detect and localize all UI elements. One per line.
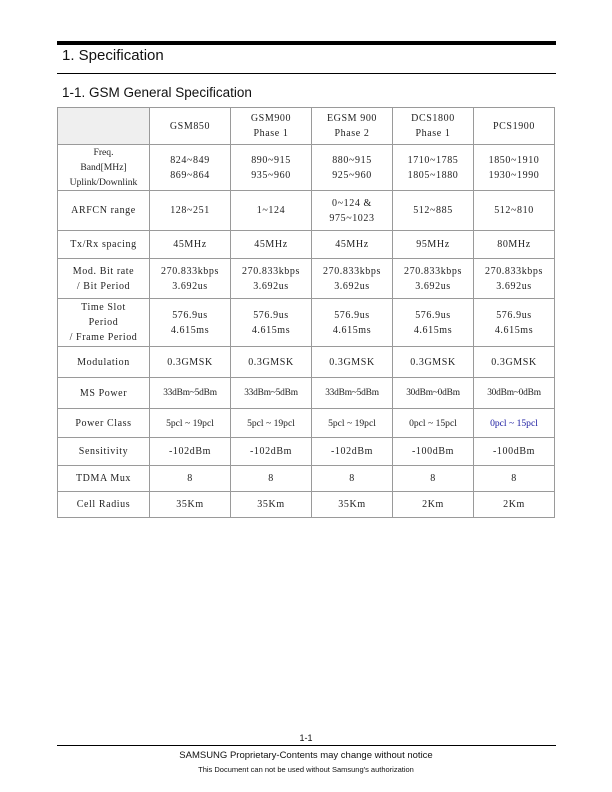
table-row-arfcn [58,191,555,231]
table-cell: 1850~1910 1930~1990 [474,145,555,191]
table-cell: 270.833kbps 3.692us [393,259,474,299]
table-cell: 512~885 [393,191,474,231]
table-row-bit-rate [58,259,555,299]
table-cell: 5pcl ~ 19pcl [150,409,231,438]
section-title: 1-1. GSM General Specification [62,85,252,100]
column-header: GSM850 [150,108,231,145]
table-cell: 80MHz [474,231,555,259]
table-cell: 45MHz [231,231,312,259]
table-cell: 2Km [393,492,474,518]
page-number: 1-1 [299,733,313,743]
table-cell: 45MHz [312,231,393,259]
table-cell: 1710~1785 1805~1880 [393,145,474,191]
table-cell: 0pcl ~ 15pcl [474,409,555,438]
table-cell: 576.9us 4.615ms [474,299,555,347]
table-cell: 33dBm~5dBm [150,378,231,409]
table-cell: 576.9us 4.615ms [393,299,474,347]
table-cell: 2Km [474,492,555,518]
table-row-modulation [58,347,555,378]
column-header: EGSM 900 Phase 2 [312,108,393,145]
table-cell: 270.833kbps 3.692us [150,259,231,299]
table-corner-cell [58,108,150,145]
table-row-tx-rx-spacing [58,231,555,259]
row-label: Time Slot Period / Frame Period [58,299,150,347]
gsm-spec-table [57,107,555,518]
row-label: Tx/Rx spacing [58,231,150,259]
row-label: Sensitivity [58,438,150,466]
table-cell: 33dBm~5dBm [231,378,312,409]
table-cell: 270.833kbps 3.692us [231,259,312,299]
row-label: Freq. Band[MHz] Uplink/Downlink [58,145,150,191]
table-cell: -100dBm [393,438,474,466]
table-cell: 880~915 925~960 [312,145,393,191]
table-cell: 270.833kbps 3.692us [312,259,393,299]
chapter-title: 1. Specification [62,47,164,64]
top-rule [57,41,556,45]
table-cell: 1~124 [231,191,312,231]
table-cell: 512~810 [474,191,555,231]
table-cell: 33dBm~5dBm [312,378,393,409]
table-cell: 95MHz [393,231,474,259]
table-cell: -100dBm [474,438,555,466]
table-row-cell-radius [58,492,555,518]
column-header: DCS1800 Phase 1 [393,108,474,145]
table-cell: 576.9us 4.615ms [150,299,231,347]
table-cell: 824~849 869~864 [150,145,231,191]
row-label: Modulation [58,347,150,378]
table-cell: -102dBm [231,438,312,466]
row-label: Mod. Bit rate / Bit Period [58,259,150,299]
table-row-freq-band [58,145,555,191]
table-cell: 45MHz [150,231,231,259]
table-cell: 8 [150,466,231,492]
table-row-power-class [58,409,555,438]
table-cell: 0.3GMSK [231,347,312,378]
row-label: ARFCN range [58,191,150,231]
table-cell: 5pcl ~ 19pcl [231,409,312,438]
title-underline [57,73,556,74]
table-cell: 0.3GMSK [393,347,474,378]
table-cell: 8 [231,466,312,492]
table-cell: -102dBm [150,438,231,466]
row-label: MS Power [58,378,150,409]
table-row-time-slot [58,299,555,347]
table-cell: 890~915 935~960 [231,145,312,191]
column-header: PCS1900 [474,108,555,145]
footer-rule [57,745,556,746]
table-row-ms-power [58,378,555,409]
table-cell: 30dBm~0dBm [474,378,555,409]
table-cell: 576.9us 4.615ms [312,299,393,347]
table-cell: 30dBm~0dBm [393,378,474,409]
table-cell: 35Km [312,492,393,518]
row-label: Power Class [58,409,150,438]
row-label: Cell Radius [58,492,150,518]
table-cell: 35Km [150,492,231,518]
table-cell: 8 [474,466,555,492]
footer-restriction: This Document can not be used without Samsung's authorization [198,765,414,774]
row-label: TDMA Mux [58,466,150,492]
table-row-tdma-mux [58,466,555,492]
table-cell: 0.3GMSK [150,347,231,378]
table-cell: 8 [393,466,474,492]
table-row-sensitivity [58,438,555,466]
table-cell: 128~251 [150,191,231,231]
table-cell: -102dBm [312,438,393,466]
table-cell: 8 [312,466,393,492]
footer-notice: SAMSUNG Proprietary-Contents may change without notice [179,750,433,761]
table-cell: 576.9us 4.615ms [231,299,312,347]
column-header: GSM900 Phase 1 [231,108,312,145]
table-cell: 0~124 & 975~1023 [312,191,393,231]
table-cell: 5pcl ~ 19pcl [312,409,393,438]
table-header-row [58,108,555,145]
table-cell: 0.3GMSK [312,347,393,378]
table-cell: 0.3GMSK [474,347,555,378]
table-cell: 270.833kbps 3.692us [474,259,555,299]
table-cell: 0pcl ~ 15pcl [393,409,474,438]
table-cell: 35Km [231,492,312,518]
